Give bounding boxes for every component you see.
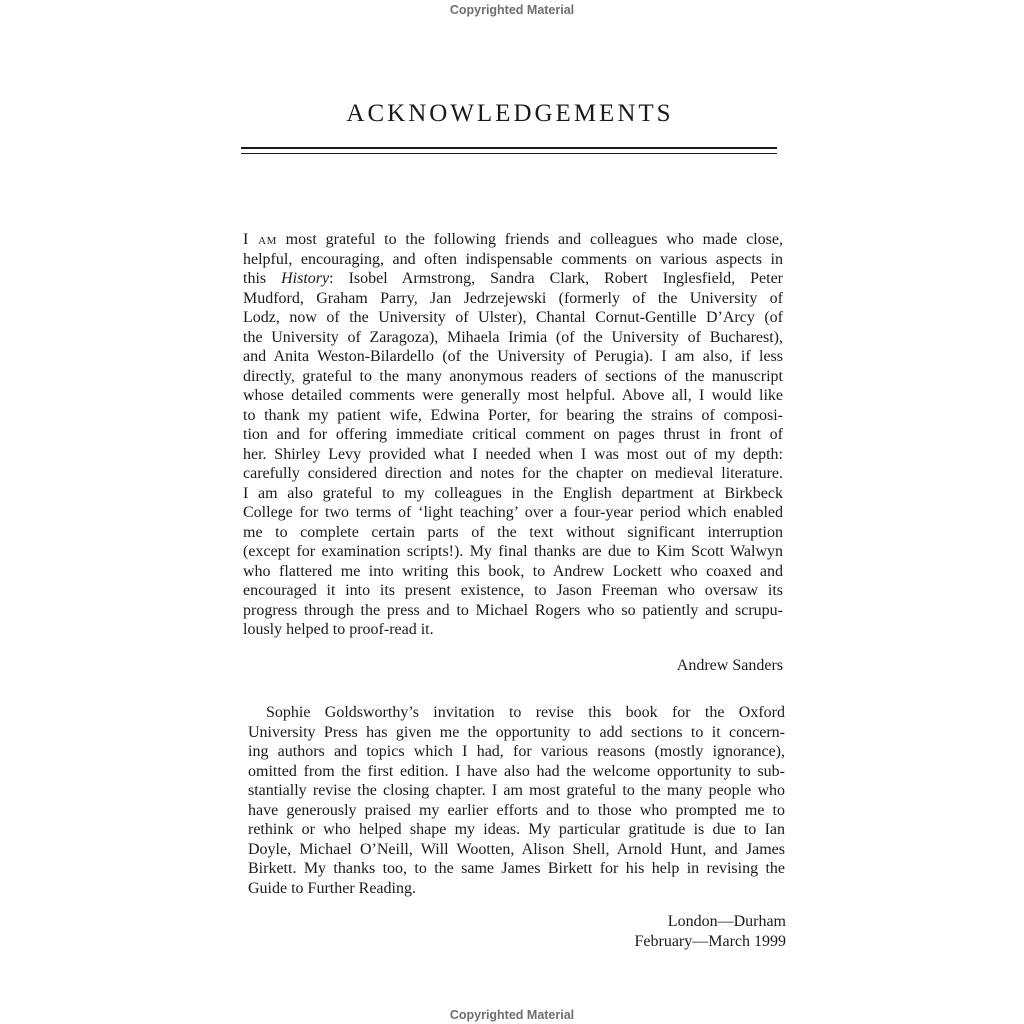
paragraph-line: I am also grateful to my colleagues in the English department at Birkbeck bbox=[243, 484, 783, 502]
paragraph-line: and Anita Weston-Bilardello (of the University of Perugia). I am also, if less bbox=[243, 348, 783, 365]
signature-place: London—Durham bbox=[667, 913, 786, 930]
history-title: History bbox=[281, 270, 330, 287]
title-rule-thick bbox=[241, 147, 777, 149]
page-title: ACKNOWLEDGEMENTS bbox=[346, 100, 674, 127]
paragraph-line: Mudford, Graham Parry, Jan Jedrzejewski (formerly of the University of bbox=[243, 289, 783, 307]
paragraph-line: this History: Isobel Armstrong, Sandra Clark, Robert Inglesfield, Peter bbox=[243, 270, 783, 287]
signature-place-date bbox=[560, 912, 786, 951]
signature-author: Andrew Sanders bbox=[676, 657, 783, 674]
paragraph-line: her. Shirley Levy provided what I needed when I was most out of my depth: bbox=[243, 445, 783, 463]
paragraph-line: who flattered me into writing this book, to Andrew Lockett who coaxed and bbox=[243, 562, 783, 580]
copyright-watermark-top: Copyrighted Material bbox=[449, 3, 575, 17]
paragraph-line: Sophie Goldsworthy’s invitation to revise this book for the Oxford bbox=[266, 704, 785, 721]
acknowledgements-paragraph-1 bbox=[243, 230, 783, 640]
signature-date: February—March 1999 bbox=[634, 932, 786, 950]
paragraph-line: Lodz, now of the University of Ulster), Chantal Cornut-Gentille D’Arcy (of bbox=[243, 309, 783, 326]
copyright-watermark-bottom: Copyrighted Material bbox=[449, 1008, 575, 1022]
paragraph-line: Birkett. My thanks too, to the same James Birkett for his help in revising the bbox=[248, 860, 785, 877]
paragraph-line: College for two terms of ‘light teaching’ over a four-year period which enabled bbox=[243, 504, 783, 521]
paragraph-line: whose detailed comments were generally most helpful. Above all, I would like bbox=[243, 387, 783, 404]
paragraph-line: stantially revise the closing chapter. I am most grateful to the many people who bbox=[248, 782, 785, 799]
paragraph-line: tion and for offering immediate critical comment on pages thrust in front of bbox=[243, 426, 783, 443]
paragraph-line: progress through the press and to Michael Rogers who so patiently and scrupu- bbox=[243, 601, 783, 619]
paragraph-line: encouraged it into its present existence, to Jason Freeman who oversaw its bbox=[243, 582, 783, 599]
paragraph-line: rethink or who helped shape my ideas. My particular gratitude is due to Ian bbox=[248, 821, 785, 838]
paragraph-line: to thank my patient wife, Edwina Porter, for bearing the strains of composi- bbox=[243, 406, 783, 424]
paragraph-line: me to complete certain parts of the text without significant interruption bbox=[243, 523, 783, 541]
paragraph-line: the University of Zaragoza), Mihaela Irimia (of the University of Bucharest), bbox=[243, 328, 783, 346]
paragraph-line: carefully considered direction and notes for the chapter on medieval literature. bbox=[243, 465, 783, 482]
title-rule-thin bbox=[241, 153, 777, 154]
paragraph-line: helpful, encouraging, and often indispensable comments on various aspects in bbox=[243, 250, 783, 268]
paragraph-line: University Press has given me the opportunity to add sections to it concern- bbox=[248, 723, 785, 741]
paragraph-line: I am most grateful to the following friends and colleagues who made close, bbox=[243, 231, 783, 248]
paragraph-line: Guide to Further Reading. bbox=[248, 879, 416, 897]
paragraph-line: ing authors and topics which I had, for various reasons (mostly ignorance), bbox=[248, 743, 785, 760]
paragraph-line: have generously praised my earlier efforts and to those who prompted me to bbox=[248, 801, 785, 819]
acknowledgements-paragraph-2 bbox=[248, 703, 785, 898]
paragraph-line: omitted from the first edition. I have also had the welcome opportunity to sub- bbox=[248, 762, 785, 780]
paragraph-line: lously helped to proof-read it. bbox=[243, 621, 434, 638]
paragraph-line: directly, grateful to the many anonymous readers of sections of the manuscript bbox=[243, 367, 783, 385]
paragraph-line: (except for examination scripts!). My final thanks are due to Kim Scott Walwyn bbox=[243, 543, 783, 560]
paragraph-line: Doyle, Michael O’Neill, Will Wootten, Alison Shell, Arnold Hunt, and James bbox=[248, 840, 785, 858]
opening-words: I am bbox=[243, 231, 277, 248]
